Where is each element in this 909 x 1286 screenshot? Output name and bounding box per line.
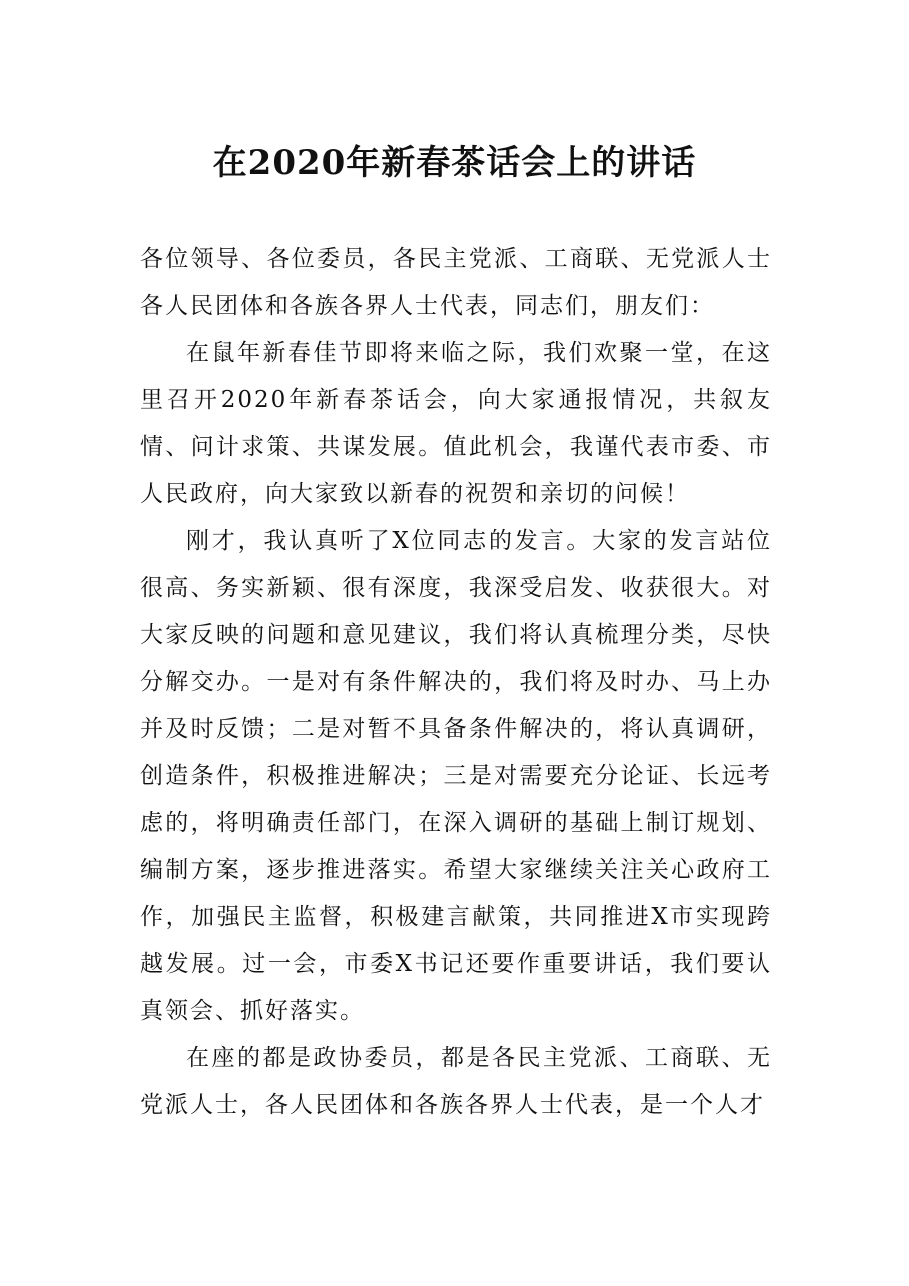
document-title: 在2020年新春茶话会上的讲话 bbox=[212, 142, 697, 183]
paragraph-feedback: 刚才，我认真听了X位同志的发言。大家的发言站位很高、务实新颖、很有深度，我深受启发、收获很大。对大家反映的问题和意见建议，我们将认真梳理分类，尽快分解交办。一是对有条件解决的，我们将及时办、马上办并及时反馈；二是对暂不具备条件解决的，将认真调研，创造条件，积极推进解决；三是对需要充分论证、长远考虑的，将明确责任部门，在深入调研的基础上制订规划、编制方案，逐步推进落实。希望大家继续关注关心政府工作，加强民主监督，积极建言献策，共同推进X市实现跨越发展。过一会，市委X书记还要作重要讲话，我们要认真领会、抓好落实。 bbox=[140, 528, 772, 1024]
paragraph-committee-members: 在座的都是政协委员，都是各民主党派、工商联、无党派人士，各人民团体和各族各界人士代表，是一个人才 bbox=[140, 1045, 772, 1118]
salutation-paragraph: 各位领导、各位委员，各民主党派、工商联、无党派人士各人民团体和各族各界人士代表，同志们，朋友们： bbox=[140, 246, 772, 319]
document-body bbox=[140, 236, 772, 1129]
paragraph-opening: 在鼠年新春佳节即将来临之际，我们欢聚一堂，在这里召开2020年新春茶话会，向大家通报情况，共叙友情、问计求策、共谋发展。值此机会，我谨代表市委、市人民政府，向大家致以新春的祝贺和亲切的问候！ bbox=[140, 340, 772, 507]
